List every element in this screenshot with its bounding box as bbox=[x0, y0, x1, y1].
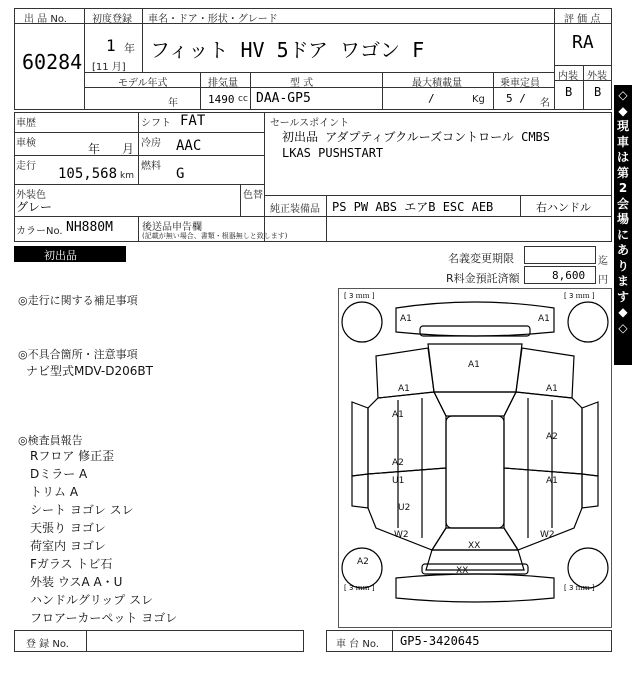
chassis-label: 車 台 No. bbox=[336, 639, 379, 650]
fuel-label: 燃料 bbox=[141, 161, 161, 172]
grade: RA bbox=[572, 32, 594, 53]
color-no: NH880M bbox=[66, 220, 113, 235]
type-label: 型 式 bbox=[290, 78, 314, 89]
docs-label: 後送品申告欄 bbox=[142, 222, 202, 233]
damage-mark: XX bbox=[456, 566, 469, 576]
recycle-value: 8,600 bbox=[552, 269, 586, 282]
inspector-line: フロアーカーペット ヨゴレ bbox=[30, 611, 178, 625]
name-change-label: 名義変更期限 bbox=[448, 252, 514, 265]
inspector-line: トリム A bbox=[30, 485, 79, 499]
ac-label: 冷房 bbox=[141, 138, 161, 149]
capacity: 5 / bbox=[506, 92, 526, 105]
interior-label: 内装 bbox=[558, 71, 578, 82]
ext-color-label: 外装色 bbox=[16, 190, 46, 201]
recycle-unit: 円 bbox=[598, 275, 608, 286]
first-reg-label: 初度登録 bbox=[92, 14, 132, 25]
load-value: / bbox=[428, 92, 435, 105]
grade-label: 評 価 点 bbox=[564, 14, 601, 25]
model-year-label: モデル年式 bbox=[118, 78, 168, 89]
color-change-label: 色替 bbox=[243, 190, 263, 201]
tire-depth-label: [ 3 ｍｍ ] bbox=[564, 292, 595, 300]
name-change-box bbox=[524, 246, 596, 264]
damage-mark: A1 bbox=[546, 384, 558, 394]
inspector-line: Fガラス トビ石 bbox=[30, 557, 113, 571]
damage-mark: W2 bbox=[394, 530, 409, 540]
damage-mark: A2 bbox=[392, 458, 404, 468]
equipment-items: PS PW ABS エアB ESC AEB bbox=[332, 200, 494, 214]
damage-mark: A1 bbox=[392, 410, 404, 420]
damage-mark: A1 bbox=[538, 314, 550, 324]
year-unit: 年 bbox=[124, 42, 135, 55]
defects-title: ◎不具合箇所・注意事項 bbox=[18, 348, 138, 361]
tire-depth-label: [ 3 ｍｍ ] bbox=[564, 584, 595, 592]
load-unit: Kg bbox=[472, 94, 485, 105]
chassis-no: GP5-3420645 bbox=[400, 634, 480, 648]
damage-mark: A1 bbox=[400, 314, 412, 324]
inspection-label: 車検 bbox=[16, 138, 36, 149]
inspector-line: ハンドルグリップ スレ bbox=[30, 593, 154, 607]
damage-mark: U2 bbox=[398, 503, 411, 513]
equipment-label: 純正装備品 bbox=[270, 204, 320, 215]
sales-points-line1: 初出品 アダプティブクルーズコントロール CMBS bbox=[282, 130, 550, 144]
inspector-line: シート ヨゴレ スレ bbox=[30, 503, 134, 517]
model-year-unit: 年 bbox=[168, 98, 178, 109]
fuel: G bbox=[176, 166, 185, 182]
car-name: フィット HV 5ドア ワゴン F bbox=[150, 38, 425, 62]
name-change-unit: 迄 bbox=[598, 256, 608, 267]
damage-mark: W2 bbox=[540, 530, 555, 540]
displacement-unit: cc bbox=[238, 94, 248, 104]
exterior-label: 外装 bbox=[587, 71, 607, 82]
driving-notes-title: ◎走行に関する補足事項 bbox=[18, 294, 138, 307]
interior-grade: B bbox=[565, 85, 573, 99]
damage-mark: A2 bbox=[546, 432, 558, 442]
lot-no: 60284 bbox=[22, 50, 83, 74]
inspector-line: 天張り ヨゴレ bbox=[30, 521, 106, 535]
venue-banner-text: ◇◆現車は第2会場にあります◆◇ bbox=[616, 88, 629, 335]
type: DAA-GP5 bbox=[256, 91, 311, 106]
inspector-line: Rフロア 修正歪 bbox=[30, 449, 115, 463]
shift-label: シフト bbox=[141, 118, 171, 129]
recycle-label: R料金預託済額 bbox=[446, 272, 520, 285]
load-label: 最大積載量 bbox=[412, 78, 462, 89]
exterior-grade: B bbox=[594, 85, 602, 99]
mileage-label: 走行 bbox=[16, 161, 36, 172]
mileage-unit: km bbox=[120, 171, 134, 181]
inspector-line: 外装 ウスA A・U bbox=[30, 575, 123, 589]
defects-line: ナビ型式MDV-D206BT bbox=[26, 364, 153, 378]
shift: FAT bbox=[180, 113, 206, 129]
capacity-unit: 名 bbox=[540, 98, 550, 109]
steering: 右ハンドル bbox=[536, 201, 591, 214]
inspector-line: 荷室内 ヨゴレ bbox=[30, 539, 106, 553]
sales-points-label: セールスポイント bbox=[270, 118, 350, 129]
inspection-month-unit: 月 bbox=[122, 142, 135, 156]
inspection-year-unit: 年 bbox=[88, 142, 101, 156]
docs-note: (記載が無い場合、書類・根器無しと致します) bbox=[142, 232, 288, 240]
car-condition-diagram bbox=[338, 288, 612, 628]
lot-no-label: 出 品 No. bbox=[24, 14, 67, 25]
ac: AAC bbox=[176, 138, 202, 154]
ext-color: グレー bbox=[16, 200, 53, 214]
tire-depth-label: [ 3 ｍｍ ] bbox=[344, 292, 375, 300]
damage-mark: A2 bbox=[357, 557, 369, 567]
damage-mark: A1 bbox=[546, 476, 558, 486]
displacement-label: 排気量 bbox=[208, 78, 238, 89]
damage-mark: A1 bbox=[398, 384, 410, 394]
mileage: 105,568 bbox=[58, 166, 118, 182]
first-reg-month: [11 月] bbox=[92, 62, 126, 73]
damage-mark: XX bbox=[468, 541, 481, 551]
tire-depth-label: [ 3 ｍｍ ] bbox=[344, 584, 375, 592]
color-no-label: カラーNo. bbox=[16, 226, 63, 237]
inspector-title: ◎検査員報告 bbox=[18, 434, 83, 447]
damage-mark: U1 bbox=[392, 476, 405, 486]
first-listing-badge-text: 初出品 bbox=[44, 249, 77, 262]
reg-no-label: 登 録 No. bbox=[26, 639, 69, 650]
damage-mark: A1 bbox=[468, 360, 480, 370]
first-reg-year: 1 bbox=[106, 36, 116, 55]
displacement: 1490 bbox=[208, 93, 235, 106]
inspector-line: Dミラー A bbox=[30, 467, 88, 481]
capacity-label: 乗車定員 bbox=[500, 78, 540, 89]
sales-points-line2: LKAS PUSHSTART bbox=[282, 146, 384, 160]
history-label: 車歴 bbox=[16, 118, 36, 129]
car-name-label: 車名・ドア・形状・グレード bbox=[148, 14, 278, 25]
